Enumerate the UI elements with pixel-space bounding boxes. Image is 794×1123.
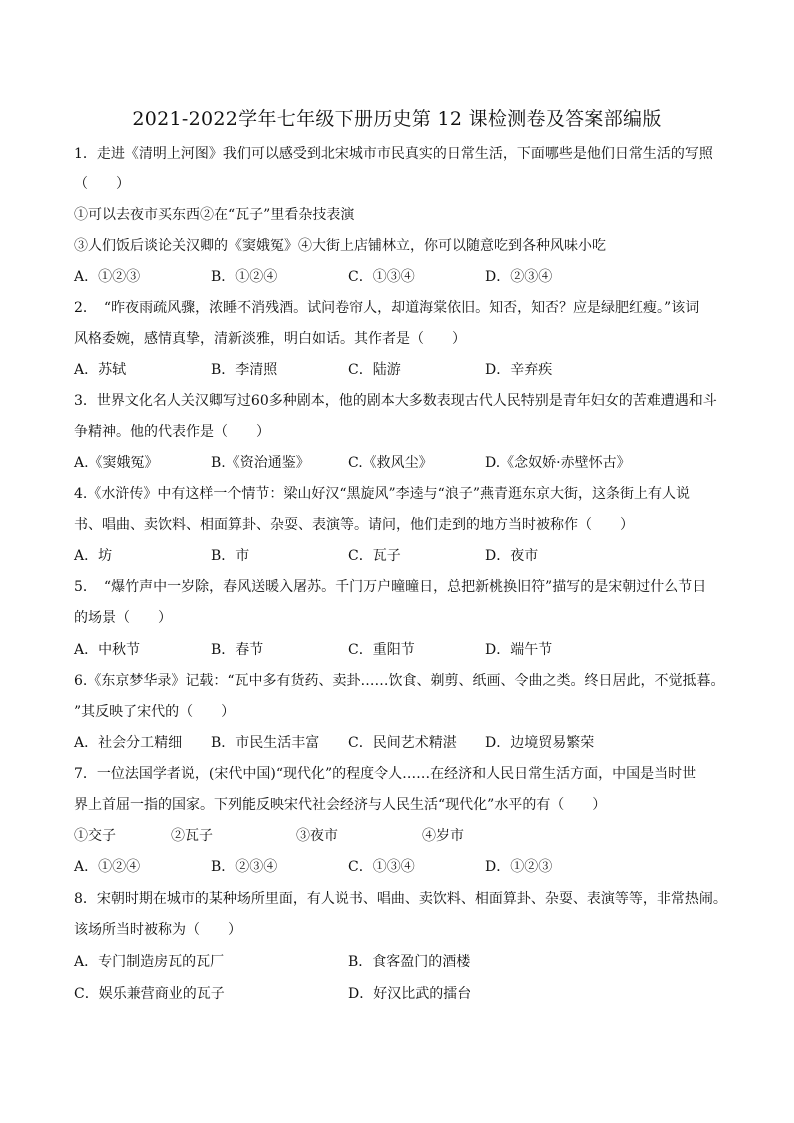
q4-option-c: C．瓦子 xyxy=(348,548,401,564)
q7-stem-line-1: 7．一位法国学者说，(宋代中国)“现代化”的程度令人……在经济和人民日常生活方面，中国是当时世 xyxy=(74,766,697,782)
q7-stem-line-2: 界上首屈一指的国家。下列能反映宋代社会经济与人民生活“现代化”水平的有（ ） xyxy=(74,797,607,813)
q4-option-b: B．市 xyxy=(211,548,250,564)
q2-stem-line-2: 风格委婉，感情真挚，清新淡雅，明白如话。其作者是（ ） xyxy=(74,331,466,347)
q6-option-c: C．民间艺术精湛 xyxy=(348,735,457,751)
q5-stem-line-2: 的场景（ ） xyxy=(74,610,172,626)
q2-option-d: D．辛弃疾 xyxy=(485,362,553,378)
q7-item-2: ②瓦子 xyxy=(171,828,213,844)
q2-option-c: C．陆游 xyxy=(348,362,401,378)
q5-option-b: B．春节 xyxy=(211,642,264,658)
q3-option-c: C.《救风尘》 xyxy=(348,455,433,471)
q7-option-c: C．①③④ xyxy=(348,859,415,875)
q8-option-a: A．专门制造房瓦的瓦厂 xyxy=(74,954,225,970)
q6-stem-line-1: 6.《东京梦华录》记载：“瓦中多有货药、卖卦……饮食、剃剪、纸画、令曲之类。终日居此，不觉抵暮。 xyxy=(74,673,725,689)
q8-option-d: D．好汉比武的擂台 xyxy=(348,986,472,1002)
q3-option-b: B.《资治通鉴》 xyxy=(211,455,310,471)
q1-option-c: C．①③④ xyxy=(348,269,415,285)
q8-option-c: C．娱乐兼营商业的瓦子 xyxy=(74,986,225,1002)
q7-option-a: A．①②④ xyxy=(74,859,141,875)
q6-option-d: D．边境贸易繁荣 xyxy=(485,735,595,751)
q6-stem-line-2: ”其反映了宋代的（ ） xyxy=(74,704,236,720)
q2-option-a: A．苏轼 xyxy=(74,362,127,378)
q5-option-d: D．端午节 xyxy=(485,642,553,658)
q7-item-1: ①交子 xyxy=(74,828,116,844)
q4-stem-line-2: 书、唱曲、卖饮料、相面算卦、杂耍、表演等。请问，他们走到的地方当时被称作（ ） xyxy=(74,517,634,533)
q3-option-d: D.《念奴娇·赤壁怀古》 xyxy=(485,455,631,471)
q4-option-d: D．夜市 xyxy=(485,548,539,564)
q8-option-b: B．食客盈门的酒楼 xyxy=(348,954,471,970)
q7-item-3: ③夜市 xyxy=(296,828,338,844)
q3-stem-line-1: 3．世界文化名人关汉卿写过60多种剧本，他的剧本大多数表现古代人民特别是青年妇女的苦难遭遇和斗 xyxy=(74,393,717,409)
q5-option-a: A．中秋节 xyxy=(74,642,141,658)
q7-item-4: ④岁市 xyxy=(422,828,464,844)
q2-option-b: B．李清照 xyxy=(211,362,278,378)
q6-option-a: A．社会分工精细 xyxy=(74,735,183,751)
q8-stem-line-1: 8．宋朝时期在城市的某种场所里面，有人说书、唱曲、卖饮料、相面算卦、杂耍、表演等等，非常热闹。 xyxy=(74,891,727,907)
q6-option-b: B．市民生活丰富 xyxy=(211,735,320,751)
q3-option-a: A.《窦娥冤》 xyxy=(74,455,159,471)
q8-stem-line-2: 该场所当时被称为（ ） xyxy=(74,922,242,938)
q1-stem-line-1: 1．走进《清明上河图》我们可以感受到北宋城市市民真实的日常生活，下面哪些是他们日常生活的写照 xyxy=(74,146,713,162)
q1-stem-line-4: ③人们饭后谈论关汉卿的《窦娥冤》④大街上店铺林立，你可以随意吃到各种风味小吃 xyxy=(74,238,606,254)
q1-option-a: A．①②③ xyxy=(74,269,141,285)
q7-option-d: D．①②③ xyxy=(485,859,553,875)
page-title: 2021-2022学年七年级下册历史第 12 课检测卷及答案部编版 xyxy=(132,108,662,130)
q1-stem-line-3: ①可以去夜市买东西②在“瓦子”里看杂技表演 xyxy=(74,207,355,223)
q3-stem-line-2: 争精神。他的代表作是（ ） xyxy=(74,424,270,440)
q4-stem-line-1: 4.《水浒传》中有这样一个情节：梁山好汉“黑旋风”李逵与“浪子”燕青逛东京大街，这条街上有人说 xyxy=(74,486,690,502)
q4-option-a: A．坊 xyxy=(74,548,113,564)
q1-stem-line-2: （ ） xyxy=(74,176,130,192)
q1-option-b: B．①②④ xyxy=(211,269,278,285)
q5-stem-line-1: 5． “爆竹声中一岁除，春风送暖入屠苏。千门万户曈曈日，总把新桃换旧符”描写的是宋朝过什么节日 xyxy=(74,579,707,595)
q7-option-b: B．②③④ xyxy=(211,859,278,875)
q5-option-c: C．重阳节 xyxy=(348,642,415,658)
q2-stem-line-1: 2． “昨夜雨疏风骤，浓睡不消残酒。试问卷帘人，却道海棠依旧。知否，知否？应是绿肥红瘦。”该词 xyxy=(74,300,700,316)
q1-option-d: D．②③④ xyxy=(485,269,553,285)
